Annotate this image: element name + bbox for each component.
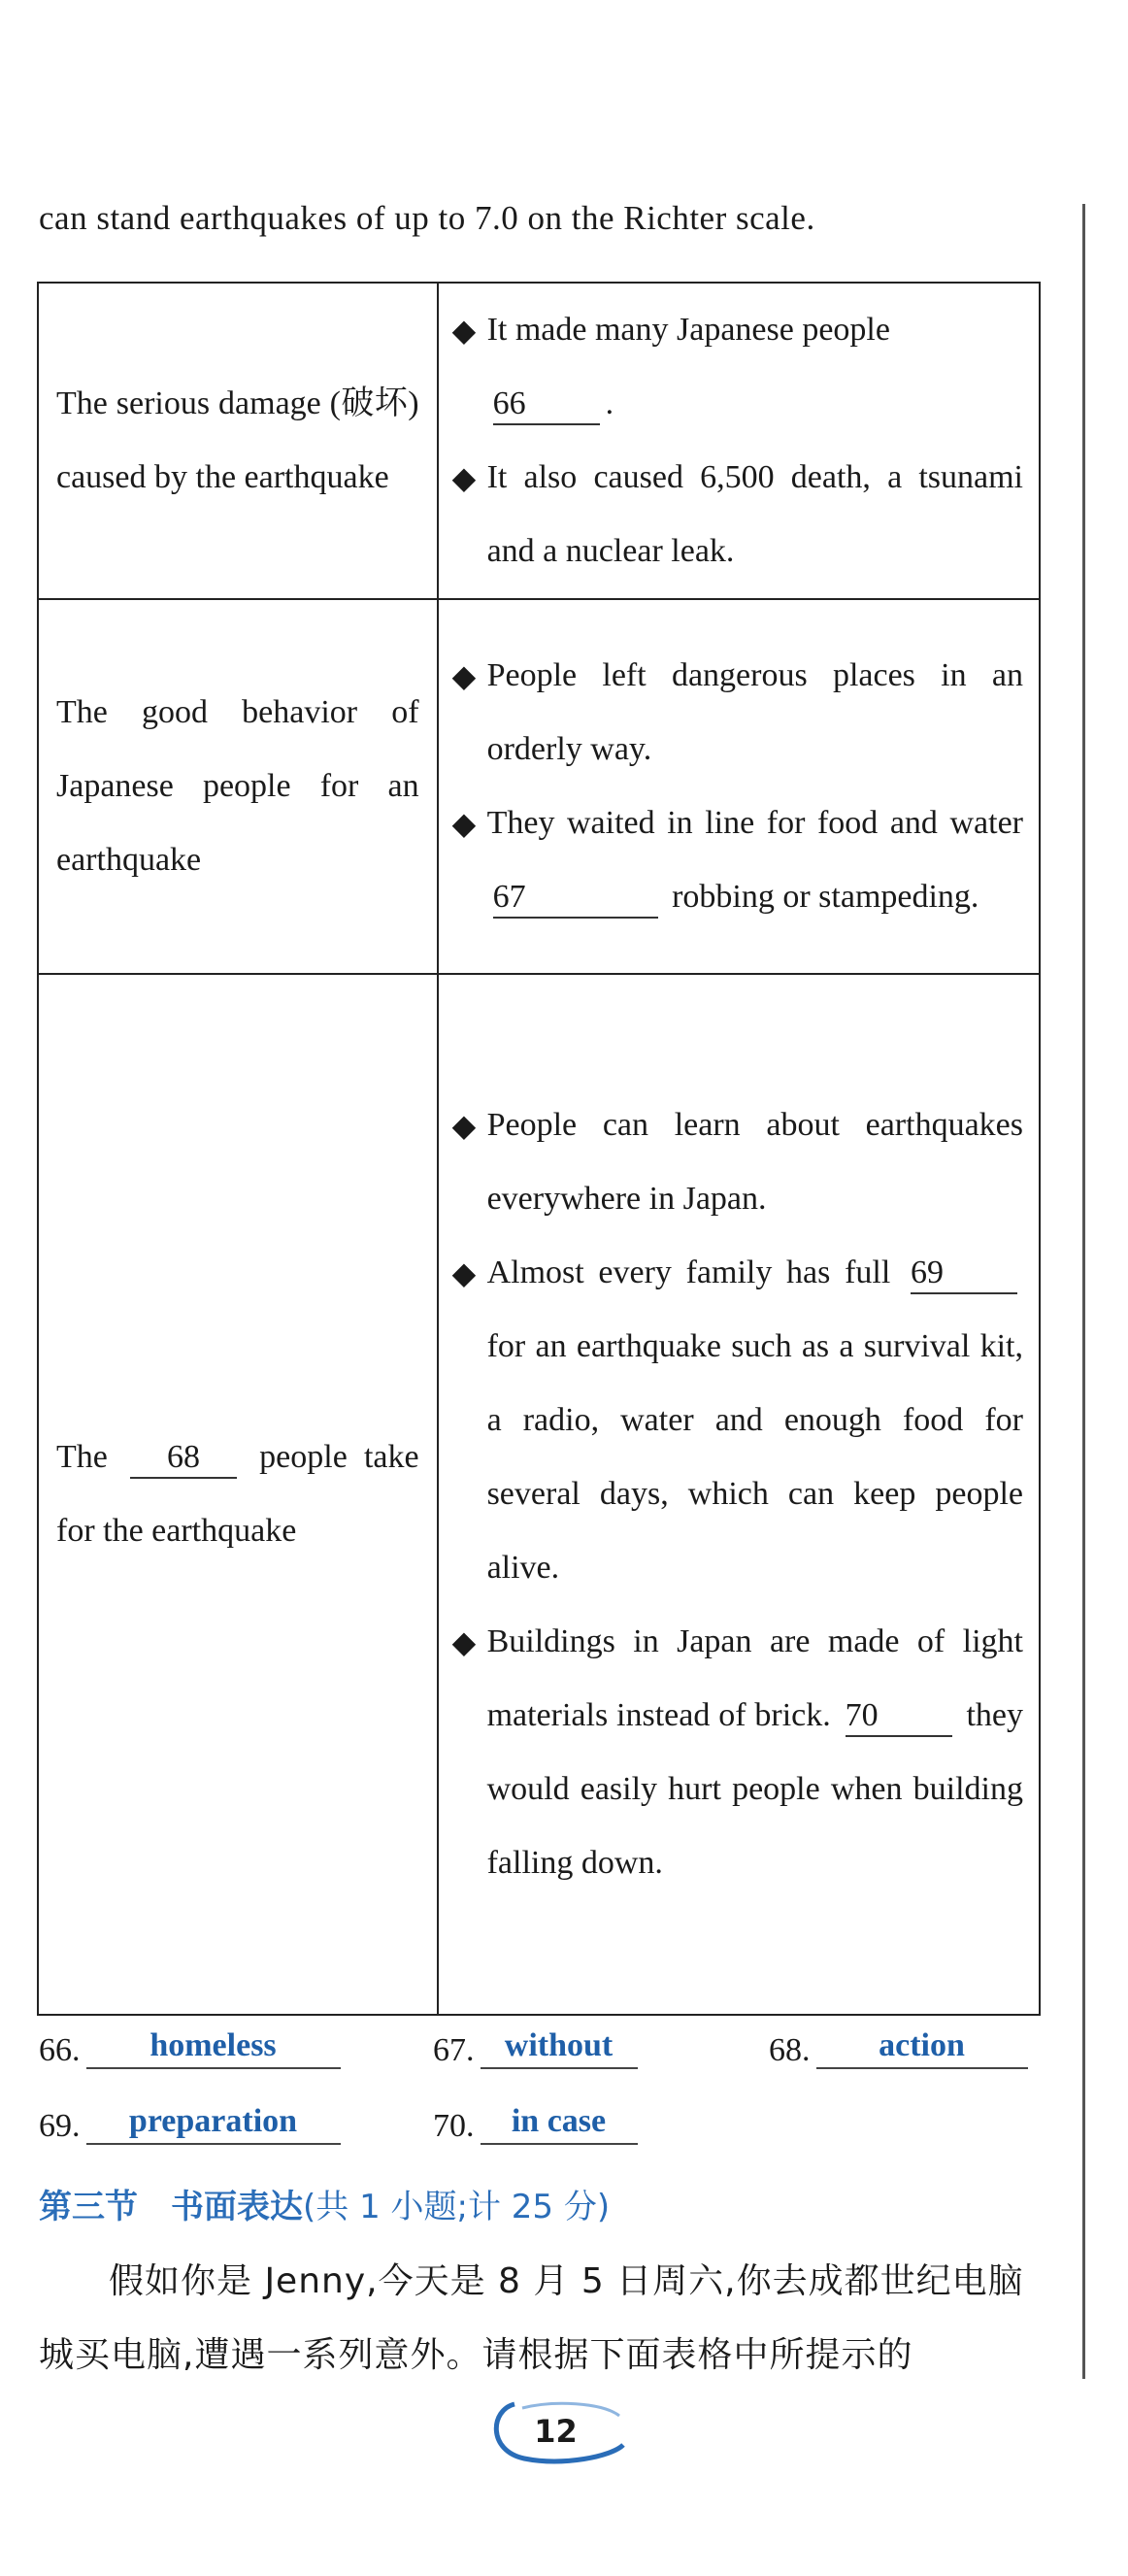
row-content [438,283,1040,599]
row-heading: The 68 people take for the earthquake [38,974,438,2015]
bullet-point: ◆ Buildings in Japan are made of light materials instead of brick. 70 they would easily hurt people when building falling down. [452,1605,1023,1900]
answer-item: 69. preparation [39,2100,341,2145]
answer-68: action [816,2024,1028,2069]
answer-row [39,2100,1048,2176]
answer-item: 70. in case [433,2100,638,2145]
bullet-point: ◆ People left dangerous places in an orderly way. [452,639,1023,786]
margin-rule [1082,204,1085,2379]
bullet-point: ◆ Almost every family has full 69 for an earthquake such as a survival kit, a radio, water and enough food for several days, which can keep people alive. [452,1236,1023,1605]
answer-67: without [481,2024,638,2069]
blank-68: 68 [130,1438,237,1479]
row-heading: The serious damage (破坏) caused by the earthquake [38,283,438,599]
intro-line: can stand earthquakes of up to 7.0 on the Richter scale. [39,199,815,237]
bullet-point: ◆ It made many Japanese people 66 . [452,293,1023,441]
diamond-bullet-icon: ◆ [451,1108,477,1143]
blank-67: 67 [493,878,658,919]
bullet-point: ◆ They waited in line for food and water 67 robbing or stampeding. [452,786,1023,934]
blank-69: 69 [911,1254,1017,1294]
diamond-bullet-icon: ◆ [451,460,477,495]
writing-prompt: 假如你是 Jenny,今天是 8 月 5 日周六,你去成都世纪电脑城买电脑,遭遇一系列意外。请根据下面表格中所提示的 [39,2261,1024,2375]
row-content [438,599,1040,974]
blank-70: 70 [846,1696,952,1737]
section-note: (共 1 小题;计 25 分) [303,2188,611,2226]
section-title: 第三节 书面表达(共 1 小题;计 25 分) [39,2188,611,2226]
answer-69: preparation [86,2100,341,2145]
bullet-point: ◆ It also caused 6,500 death, a tsunami and a nuclear leak. [452,441,1023,588]
answer-section [39,2024,1048,2176]
bullet-point: ◆ People can learn about earthquakes everywhere in Japan. [452,1088,1023,1236]
page-number: 12 [485,2396,626,2466]
diamond-bullet-icon: ◆ [451,1624,477,1659]
blank-66: 66 [493,385,600,425]
answer-66: homeless [86,2024,341,2069]
row-heading: The good behavior of Japanese people for an earthquake [38,599,438,974]
table-row [38,974,1040,2015]
row-content [438,974,1040,2015]
table-row [38,283,1040,599]
diamond-bullet-icon: ◆ [451,1255,477,1290]
answer-item: 66. homeless [39,2024,341,2069]
diamond-bullet-icon: ◆ [451,806,477,841]
diamond-bullet-icon: ◆ [451,313,477,348]
answer-row [39,2024,1048,2100]
table-row [38,599,1040,974]
answer-item: 67. without [433,2024,638,2069]
answer-70: in case [481,2100,638,2145]
info-table [37,282,1041,2016]
diamond-bullet-icon: ◆ [451,658,477,693]
answer-item: 68. action [769,2024,1028,2069]
